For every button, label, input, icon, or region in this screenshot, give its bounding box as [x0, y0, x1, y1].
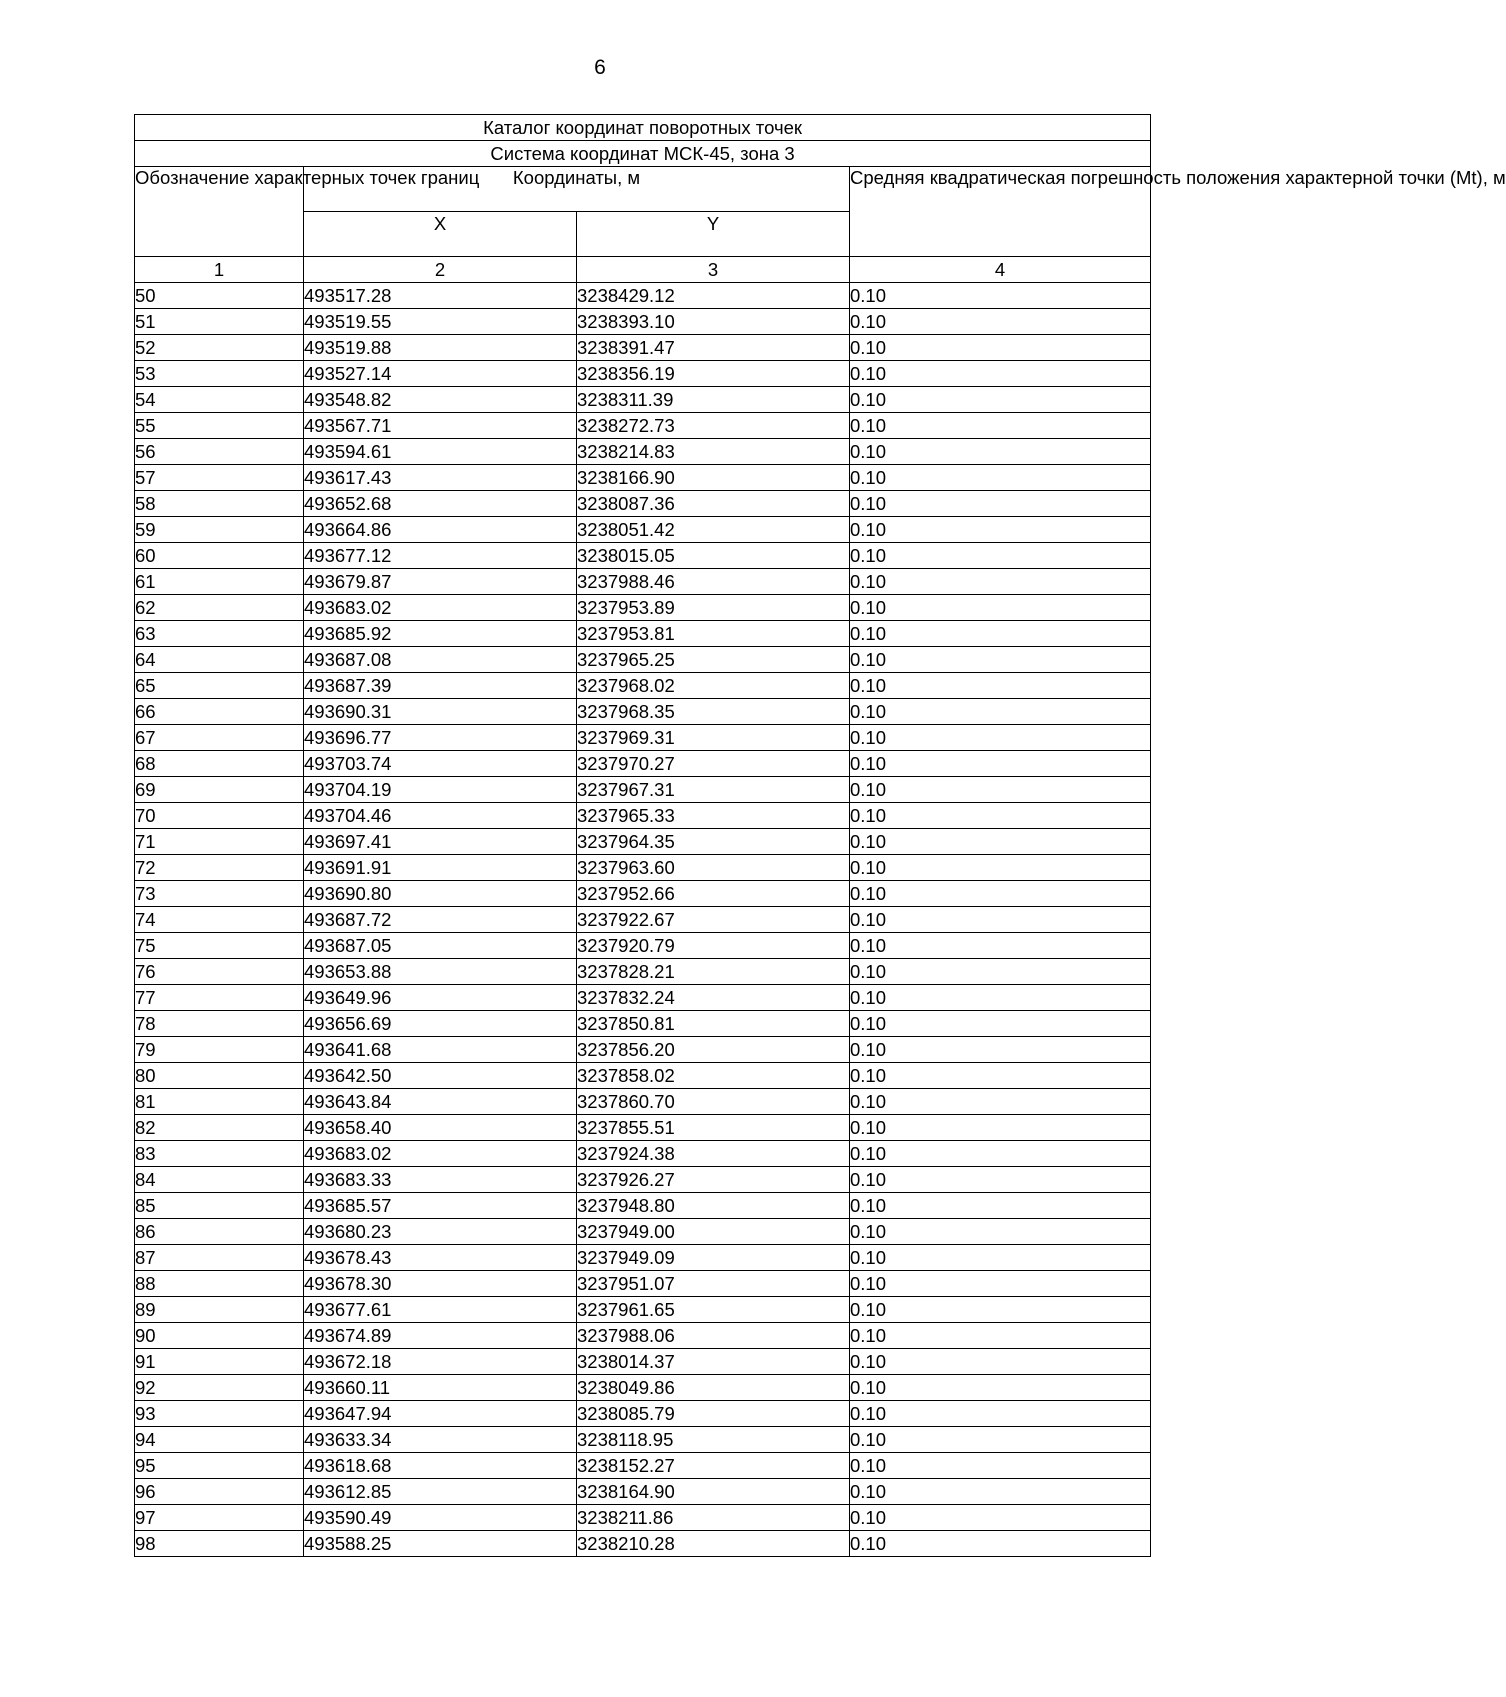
point-id-cell: 64	[135, 647, 304, 673]
x-coordinate-cell: 493704.46	[304, 803, 577, 829]
point-id-cell: 89	[135, 1297, 304, 1323]
table-row	[135, 1271, 1151, 1297]
table-title: Каталог координат поворотных точек	[135, 115, 1151, 141]
y-coordinate-cell: 3238152.27	[577, 1453, 850, 1479]
point-id-cell: 83	[135, 1141, 304, 1167]
error-cell: 0.10	[850, 777, 1151, 803]
table-row	[135, 907, 1151, 933]
point-id-cell: 66	[135, 699, 304, 725]
y-coordinate-cell: 3237953.89	[577, 595, 850, 621]
x-coordinate-cell: 493633.34	[304, 1427, 577, 1453]
y-coordinate-cell: 3237949.00	[577, 1219, 850, 1245]
point-id-cell: 90	[135, 1323, 304, 1349]
point-id-cell: 82	[135, 1115, 304, 1141]
point-id-cell: 65	[135, 673, 304, 699]
y-coordinate-cell: 3237963.60	[577, 855, 850, 881]
x-coordinate-cell: 493685.57	[304, 1193, 577, 1219]
point-id-cell: 70	[135, 803, 304, 829]
header-x: X	[304, 212, 577, 257]
point-id-cell: 56	[135, 439, 304, 465]
error-cell: 0.10	[850, 907, 1151, 933]
point-id-cell: 81	[135, 1089, 304, 1115]
x-coordinate-cell: 493588.25	[304, 1531, 577, 1557]
error-cell: 0.10	[850, 621, 1151, 647]
error-cell: 0.10	[850, 491, 1151, 517]
y-coordinate-cell: 3237965.33	[577, 803, 850, 829]
error-cell: 0.10	[850, 1479, 1151, 1505]
x-coordinate-cell: 493685.92	[304, 621, 577, 647]
header-error: Средняя квадратическая погрешность положения характерной точки (Mt), м	[850, 167, 1151, 257]
column-number: 1	[135, 257, 304, 283]
y-coordinate-cell: 3237951.07	[577, 1271, 850, 1297]
error-cell: 0.10	[850, 855, 1151, 881]
error-cell: 0.10	[850, 1193, 1151, 1219]
table-row	[135, 803, 1151, 829]
point-id-cell: 92	[135, 1375, 304, 1401]
error-cell: 0.10	[850, 335, 1151, 361]
table-row	[135, 829, 1151, 855]
x-coordinate-cell: 493678.43	[304, 1245, 577, 1271]
x-coordinate-cell: 493687.72	[304, 907, 577, 933]
y-coordinate-cell: 3237988.46	[577, 569, 850, 595]
error-cell: 0.10	[850, 1271, 1151, 1297]
error-cell: 0.10	[850, 1349, 1151, 1375]
table-row	[135, 985, 1151, 1011]
point-id-cell: 76	[135, 959, 304, 985]
point-id-cell: 71	[135, 829, 304, 855]
error-cell: 0.10	[850, 283, 1151, 309]
y-coordinate-cell: 3238211.86	[577, 1505, 850, 1531]
x-coordinate-cell: 493618.68	[304, 1453, 577, 1479]
y-coordinate-cell: 3238311.39	[577, 387, 850, 413]
x-coordinate-cell: 493677.61	[304, 1297, 577, 1323]
error-cell: 0.10	[850, 1115, 1151, 1141]
point-id-cell: 85	[135, 1193, 304, 1219]
table-row	[135, 1427, 1151, 1453]
y-coordinate-cell: 3237965.25	[577, 647, 850, 673]
table-row	[135, 335, 1151, 361]
x-coordinate-cell: 493656.69	[304, 1011, 577, 1037]
error-cell: 0.10	[850, 361, 1151, 387]
point-id-cell: 72	[135, 855, 304, 881]
error-cell: 0.10	[850, 1297, 1151, 1323]
x-coordinate-cell: 493519.88	[304, 335, 577, 361]
table-row	[135, 1037, 1151, 1063]
table-row	[135, 1011, 1151, 1037]
x-coordinate-cell: 493678.30	[304, 1271, 577, 1297]
point-id-cell: 68	[135, 751, 304, 777]
point-id-cell: 97	[135, 1505, 304, 1531]
point-id-cell: 98	[135, 1531, 304, 1557]
x-coordinate-cell: 493687.08	[304, 647, 577, 673]
table-row	[135, 751, 1151, 777]
table-row	[135, 673, 1151, 699]
point-id-cell: 96	[135, 1479, 304, 1505]
x-coordinate-cell: 493594.61	[304, 439, 577, 465]
error-cell: 0.10	[850, 517, 1151, 543]
error-cell: 0.10	[850, 751, 1151, 777]
y-coordinate-cell: 3237828.21	[577, 959, 850, 985]
table-row	[135, 1323, 1151, 1349]
table-row	[135, 621, 1151, 647]
error-cell: 0.10	[850, 803, 1151, 829]
error-cell: 0.10	[850, 1063, 1151, 1089]
x-coordinate-cell: 493677.12	[304, 543, 577, 569]
y-coordinate-cell: 3237988.06	[577, 1323, 850, 1349]
table-title-row	[135, 115, 1151, 141]
table-row	[135, 1479, 1151, 1505]
y-coordinate-cell: 3237968.02	[577, 673, 850, 699]
column-numbers-row	[135, 257, 1151, 283]
y-coordinate-cell: 3238164.90	[577, 1479, 850, 1505]
x-coordinate-cell: 493683.02	[304, 1141, 577, 1167]
point-id-cell: 91	[135, 1349, 304, 1375]
x-coordinate-cell: 493687.05	[304, 933, 577, 959]
point-id-cell: 77	[135, 985, 304, 1011]
x-coordinate-cell: 493612.85	[304, 1479, 577, 1505]
point-id-cell: 57	[135, 465, 304, 491]
error-cell: 0.10	[850, 1401, 1151, 1427]
point-id-cell: 69	[135, 777, 304, 803]
y-coordinate-cell: 3238087.36	[577, 491, 850, 517]
point-id-cell: 73	[135, 881, 304, 907]
table-row	[135, 439, 1151, 465]
header-row	[135, 167, 1151, 212]
table-row	[135, 1375, 1151, 1401]
y-coordinate-cell: 3237949.09	[577, 1245, 850, 1271]
point-id-cell: 84	[135, 1167, 304, 1193]
header-y: Y	[577, 212, 850, 257]
table-row	[135, 361, 1151, 387]
error-cell: 0.10	[850, 1427, 1151, 1453]
error-cell: 0.10	[850, 439, 1151, 465]
point-id-cell: 60	[135, 543, 304, 569]
y-coordinate-cell: 3238051.42	[577, 517, 850, 543]
point-id-cell: 88	[135, 1271, 304, 1297]
error-cell: 0.10	[850, 1089, 1151, 1115]
y-coordinate-cell: 3238014.37	[577, 1349, 850, 1375]
table-subtitle-row	[135, 141, 1151, 167]
error-cell: 0.10	[850, 699, 1151, 725]
table-row	[135, 1349, 1151, 1375]
error-cell: 0.10	[850, 309, 1151, 335]
column-number: 4	[850, 257, 1151, 283]
table-row	[135, 777, 1151, 803]
y-coordinate-cell: 3238214.83	[577, 439, 850, 465]
x-coordinate-cell: 493696.77	[304, 725, 577, 751]
y-coordinate-cell: 3237952.66	[577, 881, 850, 907]
x-coordinate-cell: 493642.50	[304, 1063, 577, 1089]
table-row	[135, 283, 1151, 309]
x-coordinate-cell: 493674.89	[304, 1323, 577, 1349]
y-coordinate-cell: 3237832.24	[577, 985, 850, 1011]
error-cell: 0.10	[850, 1037, 1151, 1063]
y-coordinate-cell: 3238272.73	[577, 413, 850, 439]
y-coordinate-cell: 3238356.19	[577, 361, 850, 387]
table-row	[135, 517, 1151, 543]
table-row	[135, 1245, 1151, 1271]
table-row	[135, 1531, 1151, 1557]
x-coordinate-cell: 493643.84	[304, 1089, 577, 1115]
error-cell: 0.10	[850, 1375, 1151, 1401]
x-coordinate-cell: 493680.23	[304, 1219, 577, 1245]
table-row	[135, 881, 1151, 907]
error-cell: 0.10	[850, 647, 1151, 673]
point-id-cell: 87	[135, 1245, 304, 1271]
point-id-cell: 61	[135, 569, 304, 595]
point-id-cell: 62	[135, 595, 304, 621]
table-row	[135, 1193, 1151, 1219]
y-coordinate-cell: 3237926.27	[577, 1167, 850, 1193]
y-coordinate-cell: 3238210.28	[577, 1531, 850, 1557]
table-row	[135, 595, 1151, 621]
table-row	[135, 543, 1151, 569]
x-coordinate-cell: 493649.96	[304, 985, 577, 1011]
y-coordinate-cell: 3237924.38	[577, 1141, 850, 1167]
table-row	[135, 465, 1151, 491]
point-id-cell: 78	[135, 1011, 304, 1037]
header-point: Обозначение характерных точек границ	[135, 167, 304, 257]
y-coordinate-cell: 3237856.20	[577, 1037, 850, 1063]
table-row	[135, 1063, 1151, 1089]
y-coordinate-cell: 3237855.51	[577, 1115, 850, 1141]
table-row	[135, 413, 1151, 439]
x-coordinate-cell: 493687.39	[304, 673, 577, 699]
x-coordinate-cell: 493647.94	[304, 1401, 577, 1427]
x-coordinate-cell: 493683.02	[304, 595, 577, 621]
y-coordinate-cell: 3238393.10	[577, 309, 850, 335]
point-id-cell: 75	[135, 933, 304, 959]
x-coordinate-cell: 493683.33	[304, 1167, 577, 1193]
point-id-cell: 51	[135, 309, 304, 335]
column-number: 3	[577, 257, 850, 283]
x-coordinate-cell: 493517.28	[304, 283, 577, 309]
y-coordinate-cell: 3237970.27	[577, 751, 850, 777]
point-id-cell: 79	[135, 1037, 304, 1063]
error-cell: 0.10	[850, 1011, 1151, 1037]
y-coordinate-cell: 3237953.81	[577, 621, 850, 647]
error-cell: 0.10	[850, 1531, 1151, 1557]
point-id-cell: 95	[135, 1453, 304, 1479]
point-id-cell: 54	[135, 387, 304, 413]
page-number: 6	[594, 56, 606, 79]
y-coordinate-cell: 3237967.31	[577, 777, 850, 803]
y-coordinate-cell: 3237850.81	[577, 1011, 850, 1037]
table-row	[135, 491, 1151, 517]
y-coordinate-cell: 3237922.67	[577, 907, 850, 933]
y-coordinate-cell: 3237858.02	[577, 1063, 850, 1089]
y-coordinate-cell: 3238118.95	[577, 1427, 850, 1453]
error-cell: 0.10	[850, 959, 1151, 985]
table-row	[135, 1167, 1151, 1193]
point-id-cell: 86	[135, 1219, 304, 1245]
table-row	[135, 1297, 1151, 1323]
table-row	[135, 855, 1151, 881]
error-cell: 0.10	[850, 1505, 1151, 1531]
error-cell: 0.10	[850, 1167, 1151, 1193]
x-coordinate-cell: 493703.74	[304, 751, 577, 777]
table-row	[135, 725, 1151, 751]
point-id-cell: 59	[135, 517, 304, 543]
error-cell: 0.10	[850, 933, 1151, 959]
x-coordinate-cell: 493658.40	[304, 1115, 577, 1141]
y-coordinate-cell: 3237969.31	[577, 725, 850, 751]
table-row	[135, 1089, 1151, 1115]
error-cell: 0.10	[850, 387, 1151, 413]
x-coordinate-cell: 493704.19	[304, 777, 577, 803]
point-id-cell: 52	[135, 335, 304, 361]
error-cell: 0.10	[850, 1323, 1151, 1349]
y-coordinate-cell: 3238429.12	[577, 283, 850, 309]
x-coordinate-cell: 493519.55	[304, 309, 577, 335]
table-row	[135, 647, 1151, 673]
table-row	[135, 1115, 1151, 1141]
table-row	[135, 569, 1151, 595]
error-cell: 0.10	[850, 543, 1151, 569]
table-row	[135, 309, 1151, 335]
x-coordinate-cell: 493652.68	[304, 491, 577, 517]
table-row	[135, 1453, 1151, 1479]
x-coordinate-cell: 493697.41	[304, 829, 577, 855]
table-row	[135, 933, 1151, 959]
point-id-cell: 93	[135, 1401, 304, 1427]
coordinates-catalog-table	[134, 114, 1506, 1557]
x-coordinate-cell: 493548.82	[304, 387, 577, 413]
table-subtitle: Система координат МСК-45, зона 3	[135, 141, 1151, 167]
error-cell: 0.10	[850, 1453, 1151, 1479]
x-coordinate-cell: 493590.49	[304, 1505, 577, 1531]
point-id-cell: 58	[135, 491, 304, 517]
error-cell: 0.10	[850, 1219, 1151, 1245]
y-coordinate-cell: 3237964.35	[577, 829, 850, 855]
x-coordinate-cell: 493672.18	[304, 1349, 577, 1375]
x-coordinate-cell: 493641.68	[304, 1037, 577, 1063]
point-id-cell: 74	[135, 907, 304, 933]
table-row	[135, 1219, 1151, 1245]
table-row	[135, 959, 1151, 985]
point-id-cell: 63	[135, 621, 304, 647]
y-coordinate-cell: 3237961.65	[577, 1297, 850, 1323]
y-coordinate-cell: 3238085.79	[577, 1401, 850, 1427]
point-id-cell: 50	[135, 283, 304, 309]
point-id-cell: 53	[135, 361, 304, 387]
y-coordinate-cell: 3238391.47	[577, 335, 850, 361]
error-cell: 0.10	[850, 595, 1151, 621]
x-coordinate-cell: 493567.71	[304, 413, 577, 439]
error-cell: 0.10	[850, 1141, 1151, 1167]
x-coordinate-cell: 493690.80	[304, 881, 577, 907]
x-coordinate-cell: 493679.87	[304, 569, 577, 595]
x-coordinate-cell: 493664.86	[304, 517, 577, 543]
x-coordinate-cell: 493691.91	[304, 855, 577, 881]
x-coordinate-cell: 493527.14	[304, 361, 577, 387]
point-id-cell: 67	[135, 725, 304, 751]
error-cell: 0.10	[850, 1245, 1151, 1271]
column-number: 2	[304, 257, 577, 283]
point-id-cell: 80	[135, 1063, 304, 1089]
table-row	[135, 1401, 1151, 1427]
y-coordinate-cell: 3237860.70	[577, 1089, 850, 1115]
y-coordinate-cell: 3238015.05	[577, 543, 850, 569]
table-row	[135, 699, 1151, 725]
error-cell: 0.10	[850, 673, 1151, 699]
error-cell: 0.10	[850, 829, 1151, 855]
x-coordinate-cell: 493690.31	[304, 699, 577, 725]
point-id-cell: 94	[135, 1427, 304, 1453]
error-cell: 0.10	[850, 881, 1151, 907]
x-coordinate-cell: 493653.88	[304, 959, 577, 985]
y-coordinate-cell: 3237920.79	[577, 933, 850, 959]
error-cell: 0.10	[850, 465, 1151, 491]
y-coordinate-cell: 3237968.35	[577, 699, 850, 725]
table-row	[135, 387, 1151, 413]
y-coordinate-cell: 3238049.86	[577, 1375, 850, 1401]
table-row	[135, 1505, 1151, 1531]
error-cell: 0.10	[850, 413, 1151, 439]
error-cell: 0.10	[850, 985, 1151, 1011]
x-coordinate-cell: 493660.11	[304, 1375, 577, 1401]
point-id-cell: 55	[135, 413, 304, 439]
header-coords: Координаты, м	[304, 167, 850, 212]
error-cell: 0.10	[850, 569, 1151, 595]
table-row	[135, 1141, 1151, 1167]
x-coordinate-cell: 493617.43	[304, 465, 577, 491]
y-coordinate-cell: 3238166.90	[577, 465, 850, 491]
y-coordinate-cell: 3237948.80	[577, 1193, 850, 1219]
error-cell: 0.10	[850, 725, 1151, 751]
